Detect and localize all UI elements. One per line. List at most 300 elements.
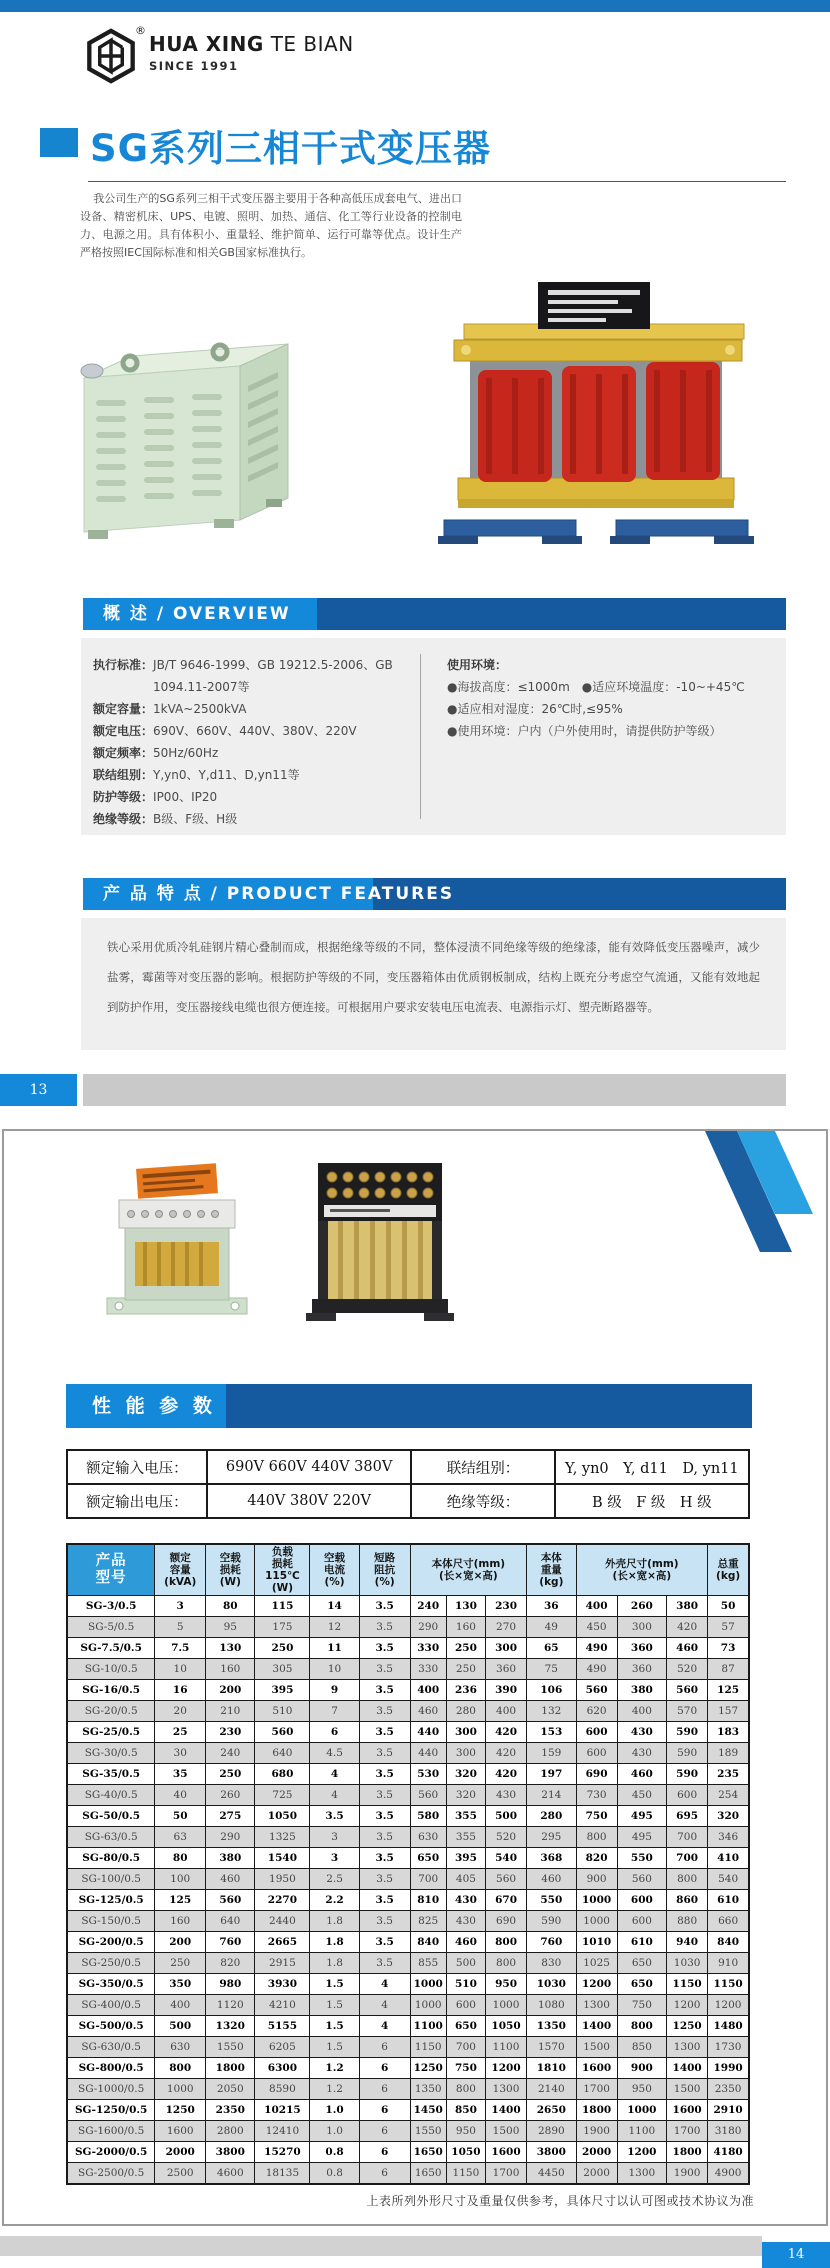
table-cell: SG-350/0.5 xyxy=(67,1974,155,1995)
brand-name-light: TE BIAN xyxy=(270,32,354,56)
table-cell: 460 xyxy=(446,1932,485,1953)
table-cell: 346 xyxy=(708,1827,749,1848)
table-cell: 130 xyxy=(446,1596,485,1617)
table-cell: 210 xyxy=(206,1701,255,1722)
table-cell: 940 xyxy=(667,1932,708,1953)
table-cell: 3.5 xyxy=(359,1869,410,1890)
table-cell: 700 xyxy=(446,2037,485,2058)
table-cell: 380 xyxy=(617,1680,666,1701)
table-cell: 2050 xyxy=(206,2079,255,2100)
table-cell: 1000 xyxy=(410,1995,446,2016)
table-cell: 20 xyxy=(155,1701,206,1722)
table-cell: 860 xyxy=(667,1890,708,1911)
table-cell: 240 xyxy=(206,1743,255,1764)
table-cell: 1600 xyxy=(155,2121,206,2142)
table-cell: 460 xyxy=(410,1701,446,1722)
table-cell: 1450 xyxy=(410,2100,446,2121)
table-cell: 600 xyxy=(617,1911,666,1932)
table-row xyxy=(67,1722,749,1743)
table-cell: 840 xyxy=(410,1932,446,1953)
table-cell: 10 xyxy=(310,1659,359,1680)
spec-label: 绝缘等级 xyxy=(93,812,142,826)
table-cell: SG-3/0.5 xyxy=(67,1596,155,1617)
header-cell: 额定 容量 (kVA) xyxy=(155,1544,206,1596)
table-cell: 6205 xyxy=(255,2037,310,2058)
table-cell: 0.8 xyxy=(310,2142,359,2163)
table-cell: 730 xyxy=(576,1785,617,1806)
table-cell: 650 xyxy=(446,2016,485,2037)
table-cell: 825 xyxy=(410,1911,446,1932)
table-cell: 400 xyxy=(485,1701,526,1722)
table-cell: 800 xyxy=(155,2058,206,2079)
table-cell: 1.0 xyxy=(310,2100,359,2121)
brand-since: SINCE 1991 xyxy=(149,59,239,73)
table-cell: SG-125/0.5 xyxy=(67,1890,155,1911)
table-cell: 7.5 xyxy=(155,1638,206,1659)
table-cell: 153 xyxy=(527,1722,576,1743)
header-cell: 本体 重量 (kg) xyxy=(527,1544,576,1596)
table-cell: 580 xyxy=(410,1806,446,1827)
table-cell: 4.5 xyxy=(310,1743,359,1764)
spec-label: 联结组别 xyxy=(93,768,142,782)
table-cell: 3.5 xyxy=(359,1596,410,1617)
table-cell: 5 xyxy=(155,1617,206,1638)
overview-section-bar xyxy=(83,598,786,630)
features-paragraph: 铁心采用优质冷轧硅钢片精心叠制而成，根据绝缘等级的不同，整体浸渍不同绝缘等级的绝缘漆，能有效降低变压器噪声，减少盐雾，霉菌等对变压器的影响。根据防护等级的不同，变压器箱体由优质钢板制成，结构上既充分考虑空气流通，又能有效地起到防护作用，变压器接线电缆也很方便连接。可根据用户要求安装电压电流表、电源指示灯、塑壳断路器等。 xyxy=(107,940,760,1014)
table-cell: 10 xyxy=(155,1659,206,1680)
table-cell: 380 xyxy=(667,1596,708,1617)
table-cell: 1900 xyxy=(667,2163,708,2184)
table-cell: 1.5 xyxy=(310,2016,359,2037)
header-cell: 空载 电流 (%) xyxy=(310,1544,359,1596)
table-cell: 820 xyxy=(576,1848,617,1869)
terminal-transformer-image xyxy=(300,1143,460,1338)
header-cell: 外壳尺寸(mm) (长×宽×高) xyxy=(576,1544,708,1596)
table-cell: 4900 xyxy=(708,2163,749,2184)
table-cell: SG-50/0.5 xyxy=(67,1806,155,1827)
enclosed-transformer-image xyxy=(52,278,337,563)
table-cell: 700 xyxy=(667,1827,708,1848)
table-cell: 1800 xyxy=(667,2142,708,2163)
table-cell: 600 xyxy=(576,1722,617,1743)
table-cell: 157 xyxy=(708,1701,749,1722)
table-cell: 1550 xyxy=(206,2037,255,2058)
table-cell: 3930 xyxy=(255,1974,310,1995)
table-cell: 690 xyxy=(576,1764,617,1785)
table-row xyxy=(67,2079,749,2100)
spec-colon: ： xyxy=(141,812,154,826)
table-cell: 4600 xyxy=(206,2163,255,2184)
table-cell: 1050 xyxy=(485,2016,526,2037)
table-cell: 214 xyxy=(527,1785,576,1806)
spec-value: 690V、660V、440V、380V、220V xyxy=(153,724,357,738)
table-cell: 300 xyxy=(485,1638,526,1659)
table-cell: 18135 xyxy=(255,2163,310,2184)
table-cell: 100 xyxy=(155,1869,206,1890)
table-cell: 410 xyxy=(708,1848,749,1869)
table-cell: 2.2 xyxy=(310,1890,359,1911)
table-cell: 240 xyxy=(410,1596,446,1617)
table-cell: 760 xyxy=(206,1932,255,1953)
table-cell: 750 xyxy=(617,1995,666,2016)
table-cell: 160 xyxy=(446,1617,485,1638)
table-cell: 绝缘等级： xyxy=(411,1484,554,1518)
table-cell: SG-35/0.5 xyxy=(67,1764,155,1785)
table-cell: 530 xyxy=(410,1764,446,1785)
table-cell: 3 xyxy=(310,1827,359,1848)
table-cell: 4 xyxy=(310,1764,359,1785)
table-cell: 2270 xyxy=(255,1890,310,1911)
table-cell: 800 xyxy=(446,2079,485,2100)
header-cell: 短路 阻抗 (%) xyxy=(359,1544,410,1596)
table-row xyxy=(67,1932,749,1953)
table-row xyxy=(67,2121,749,2142)
table-row xyxy=(67,2058,749,2079)
environment-line: ●适应相对湿度：26℃时,≤95% xyxy=(447,702,623,716)
table-cell: 320 xyxy=(446,1764,485,1785)
table-cell: 3.5 xyxy=(359,1953,410,1974)
corner-ribbon-decoration xyxy=(688,1131,828,1256)
table-cell: SG-500/0.5 xyxy=(67,2016,155,2037)
features-heading: 产 品 特 点 / PRODUCT FEATURES xyxy=(83,878,373,910)
table-cell: 1030 xyxy=(527,1974,576,1995)
table-cell: SG-630/0.5 xyxy=(67,2037,155,2058)
table-cell: 3.5 xyxy=(359,1827,410,1848)
table-cell: 1500 xyxy=(576,2037,617,2058)
table-cell: 1100 xyxy=(485,2037,526,2058)
table-cell: 35 xyxy=(155,1764,206,1785)
table-cell: SG-100/0.5 xyxy=(67,1869,155,1890)
table-cell: 1950 xyxy=(255,1869,310,1890)
table-cell: 630 xyxy=(410,1827,446,1848)
table-cell: 3.5 xyxy=(359,1890,410,1911)
table-cell: SG-2500/0.5 xyxy=(67,2163,155,2184)
table-cell: 3.5 xyxy=(359,1911,410,1932)
table-cell: 430 xyxy=(617,1722,666,1743)
table-cell: 80 xyxy=(155,1848,206,1869)
table-cell: 368 xyxy=(527,1848,576,1869)
table-cell: 820 xyxy=(206,1953,255,1974)
table-cell: 4 xyxy=(359,1995,410,2016)
table-cell: 855 xyxy=(410,1953,446,1974)
table-row xyxy=(67,1995,749,2016)
table-cell: 300 xyxy=(617,1617,666,1638)
table-cell: 680 xyxy=(255,1764,310,1785)
table-cell: 1320 xyxy=(206,2016,255,2037)
table-cell: 36 xyxy=(527,1596,576,1617)
table-row xyxy=(67,2037,749,2058)
table-footnote: 上表所列外形尺寸及重量仅供参考，具体尺寸以认可图或技术协议为准 xyxy=(366,2194,754,2208)
table-cell: 1000 xyxy=(155,2079,206,2100)
table-cell: 3.5 xyxy=(359,1638,410,1659)
table-cell: 3.5 xyxy=(359,1848,410,1869)
table-cell: 1000 xyxy=(576,1890,617,1911)
table-cell: 355 xyxy=(446,1827,485,1848)
table-cell: 810 xyxy=(410,1890,446,1911)
table-cell: 1810 xyxy=(527,2058,576,2079)
table-cell: 300 xyxy=(446,1743,485,1764)
table-cell: 850 xyxy=(617,2037,666,2058)
table-cell: 197 xyxy=(527,1764,576,1785)
table-cell: 3.5 xyxy=(359,1932,410,1953)
table-cell: 1800 xyxy=(206,2058,255,2079)
table-cell: 1.5 xyxy=(310,1995,359,2016)
table-cell: 1200 xyxy=(667,1995,708,2016)
table-cell: 690 xyxy=(485,1911,526,1932)
page-title: SG系列三相干式变压器 xyxy=(90,127,492,170)
environment-line: ●海拔高度：≤1000m ●适应环境温度：-10~+45℃ xyxy=(447,680,745,694)
table-cell: 450 xyxy=(617,1785,666,1806)
table-cell: 400 xyxy=(617,1701,666,1722)
table-cell: 6300 xyxy=(255,2058,310,2079)
table-cell: 2800 xyxy=(206,2121,255,2142)
table-cell: SG-1000/0.5 xyxy=(67,2079,155,2100)
table-cell: 560 xyxy=(206,1890,255,1911)
table-cell: 1350 xyxy=(410,2079,446,2100)
table-cell: 590 xyxy=(527,1911,576,1932)
table-cell: 1900 xyxy=(576,2121,617,2142)
table-cell: 3800 xyxy=(527,2142,576,2163)
table-cell: 3.5 xyxy=(359,1743,410,1764)
table-cell: 1990 xyxy=(708,2058,749,2079)
table-row xyxy=(67,1953,749,1974)
table-row xyxy=(67,2163,749,2184)
table-cell: SG-2000/0.5 xyxy=(67,2142,155,2163)
table-cell: 300 xyxy=(446,1722,485,1743)
table-row xyxy=(67,1484,749,1518)
table-cell: 1120 xyxy=(206,1995,255,2016)
table-cell: 1400 xyxy=(576,2016,617,2037)
table-cell: 159 xyxy=(527,1743,576,1764)
table-cell: SG-150/0.5 xyxy=(67,1911,155,1932)
table-cell: 590 xyxy=(667,1764,708,1785)
table-cell: 1150 xyxy=(667,1974,708,1995)
table-cell: 900 xyxy=(576,1869,617,1890)
table-cell: 57 xyxy=(708,1617,749,1638)
table-cell: 4450 xyxy=(527,2163,576,2184)
table-row xyxy=(67,2016,749,2037)
table-cell: 6 xyxy=(359,2142,410,2163)
spec-colon: ： xyxy=(141,768,154,782)
table-cell: 4 xyxy=(359,2016,410,2037)
table-cell: 590 xyxy=(667,1743,708,1764)
company-logo xyxy=(85,26,445,90)
table-cell: 1500 xyxy=(667,2079,708,2100)
table-cell: 1050 xyxy=(446,2142,485,2163)
top-accent-strip xyxy=(0,0,830,12)
table-cell: 130 xyxy=(206,1638,255,1659)
table-cell: 420 xyxy=(485,1764,526,1785)
header-cell: 负载 损耗 115℃ (W) xyxy=(255,1544,310,1596)
table-cell: 520 xyxy=(485,1827,526,1848)
table-cell: 320 xyxy=(446,1785,485,1806)
table-cell: 2650 xyxy=(527,2100,576,2121)
table-cell: 510 xyxy=(255,1701,310,1722)
table-cell: 270 xyxy=(485,1617,526,1638)
table-cell: 230 xyxy=(206,1722,255,1743)
table-cell: 2000 xyxy=(576,2142,617,2163)
table-cell: 260 xyxy=(206,1785,255,1806)
table-cell: SG-16/0.5 xyxy=(67,1680,155,1701)
title-accent-square xyxy=(40,128,78,157)
table-cell: 115 xyxy=(255,1596,310,1617)
table-cell: 75 xyxy=(527,1659,576,1680)
table-cell: 1350 xyxy=(527,2016,576,2037)
table-cell: 600 xyxy=(576,1743,617,1764)
table-cell: 1400 xyxy=(667,2058,708,2079)
table-cell: 95 xyxy=(206,1617,255,1638)
spec-row xyxy=(93,742,415,764)
table-cell: SG-400/0.5 xyxy=(67,1995,155,2016)
table-cell: 560 xyxy=(255,1722,310,1743)
table-cell: 3.5 xyxy=(310,1806,359,1827)
table-cell: 650 xyxy=(617,1953,666,1974)
table-cell: 6 xyxy=(310,1722,359,1743)
brand-name-bold: HUA XING xyxy=(149,32,264,56)
table-cell: 430 xyxy=(617,1743,666,1764)
performance-heading: 性 能 参 数 xyxy=(66,1384,226,1428)
table-row xyxy=(67,1617,749,1638)
table-cell: 6 xyxy=(359,2121,410,2142)
table-cell: 440 xyxy=(410,1722,446,1743)
table-cell: 440 xyxy=(410,1743,446,1764)
table-cell: 3.5 xyxy=(359,1701,410,1722)
spec-label: 执行标准 xyxy=(93,658,142,672)
table-cell: 490 xyxy=(576,1659,617,1680)
table-cell: 1600 xyxy=(667,2100,708,2121)
table-cell: 2890 xyxy=(527,2121,576,2142)
table-cell: 690V 660V 440V 380V xyxy=(207,1450,412,1484)
table-cell: 650 xyxy=(617,1974,666,1995)
table-cell: 6 xyxy=(359,2100,410,2121)
table-cell: 950 xyxy=(446,2121,485,2142)
table-cell: 495 xyxy=(617,1827,666,1848)
table-cell: SG-80/0.5 xyxy=(67,1848,155,1869)
table-cell: 650 xyxy=(410,1848,446,1869)
table-cell: 725 xyxy=(255,1785,310,1806)
table-cell: 额定输入电压： xyxy=(67,1450,207,1484)
table-cell: 355 xyxy=(446,1806,485,1827)
table-cell: 4180 xyxy=(708,2142,749,2163)
table-cell: 950 xyxy=(617,2079,666,2100)
table-cell: 1700 xyxy=(485,2163,526,2184)
table-cell: 560 xyxy=(410,1785,446,1806)
header-cell: 空载 损耗 (W) xyxy=(206,1544,255,1596)
table-cell: 1010 xyxy=(576,1932,617,1953)
table-cell: 295 xyxy=(527,1827,576,1848)
table-cell: 230 xyxy=(485,1596,526,1617)
table-cell: 830 xyxy=(527,1953,576,1974)
intro-paragraph: 我公司生产的SG系列三相干式变压器主要用于各种高低压成套电气、进出口设备、精密机床、UPS、电镀、照明、加热、通信、化工等行业设备的控制电力、电源之用。具有体积小、重量轻、维护简单、运行可靠等优点。设计生产严格按照IEC国际标准和相关GB国家标准执行。 xyxy=(80,192,462,259)
table-row xyxy=(67,1848,749,1869)
table-cell: 1650 xyxy=(410,2142,446,2163)
features-content-box xyxy=(81,918,786,1050)
spec-colon: ： xyxy=(141,658,154,672)
table-row xyxy=(67,1890,749,1911)
spec-colon: ： xyxy=(141,702,154,716)
header-cell: 产品 型号 xyxy=(67,1544,155,1596)
table-cell: 590 xyxy=(667,1722,708,1743)
table-row xyxy=(67,1827,749,1848)
table-cell: 600 xyxy=(667,1785,708,1806)
table-cell: 200 xyxy=(206,1680,255,1701)
table-cell: 73 xyxy=(708,1638,749,1659)
spec-colon: ： xyxy=(141,746,154,760)
spec-value: B级、F级、H级 xyxy=(153,812,238,826)
table-cell: 450 xyxy=(576,1617,617,1638)
table-cell: 125 xyxy=(708,1680,749,1701)
table-row xyxy=(67,1764,749,1785)
spec-value: JB/T 9646-1999、GB 19212.5-2006、GB 1094.11-2007等 xyxy=(153,658,393,694)
table-cell: 360 xyxy=(485,1659,526,1680)
table-cell: 1100 xyxy=(410,2016,446,2037)
table-cell: 275 xyxy=(206,1806,255,1827)
spec-row xyxy=(93,764,415,786)
table-cell: 1150 xyxy=(708,1974,749,1995)
spec-row xyxy=(93,786,415,808)
table-cell: SG-25/0.5 xyxy=(67,1722,155,1743)
table-cell: 980 xyxy=(206,1974,255,1995)
table-cell: 1030 xyxy=(667,1953,708,1974)
open-frame-transformer-image xyxy=(412,262,780,567)
table-cell: 160 xyxy=(206,1659,255,1680)
table-cell: 1700 xyxy=(667,2121,708,2142)
ratings-table xyxy=(66,1449,750,1519)
table-cell: 0.8 xyxy=(310,2163,359,2184)
table-cell: 2350 xyxy=(708,2079,749,2100)
table-row xyxy=(67,1450,749,1484)
table-cell: 405 xyxy=(446,1869,485,1890)
table-cell: 1080 xyxy=(527,1995,576,2016)
table-cell: 320 xyxy=(708,1806,749,1827)
table-cell: 1570 xyxy=(527,2037,576,2058)
table-cell: 1700 xyxy=(576,2079,617,2100)
table-row xyxy=(67,1659,749,1680)
table-cell: 290 xyxy=(206,1827,255,1848)
table-cell: 1200 xyxy=(617,2142,666,2163)
table-cell: SG-20/0.5 xyxy=(67,1701,155,1722)
table-cell: 1400 xyxy=(485,2100,526,2121)
table-cell: 50 xyxy=(708,1596,749,1617)
table-cell: 1550 xyxy=(410,2121,446,2142)
table-cell: 1.8 xyxy=(310,1953,359,1974)
table-cell: 30 xyxy=(155,1743,206,1764)
table-cell: SG-800/0.5 xyxy=(67,2058,155,2079)
logo-hexagon-icon xyxy=(85,28,137,88)
table-cell: 250 xyxy=(206,1764,255,1785)
overview-content-box xyxy=(81,638,786,835)
table-cell: 6 xyxy=(359,2079,410,2100)
table-cell: B 级 F 级 H 级 xyxy=(555,1484,749,1518)
table-cell: 10215 xyxy=(255,2100,310,2121)
table-cell: 106 xyxy=(527,1680,576,1701)
table-cell: 670 xyxy=(485,1890,526,1911)
table-cell: 4 xyxy=(359,1974,410,1995)
table-cell: 660 xyxy=(708,1911,749,1932)
page-number-13: 13 xyxy=(0,1074,77,1106)
table-cell: 330 xyxy=(410,1638,446,1659)
table-cell: 500 xyxy=(155,2016,206,2037)
table-cell: 510 xyxy=(446,1974,485,1995)
table-cell: 1000 xyxy=(485,1995,526,2016)
table-cell: 25 xyxy=(155,1722,206,1743)
table-cell: 1150 xyxy=(410,2037,446,2058)
table-cell: 7 xyxy=(310,1701,359,1722)
table-cell: 640 xyxy=(206,1911,255,1932)
table-header-row xyxy=(67,1544,749,1596)
table-cell: 3.5 xyxy=(359,1785,410,1806)
table-cell: 254 xyxy=(708,1785,749,1806)
